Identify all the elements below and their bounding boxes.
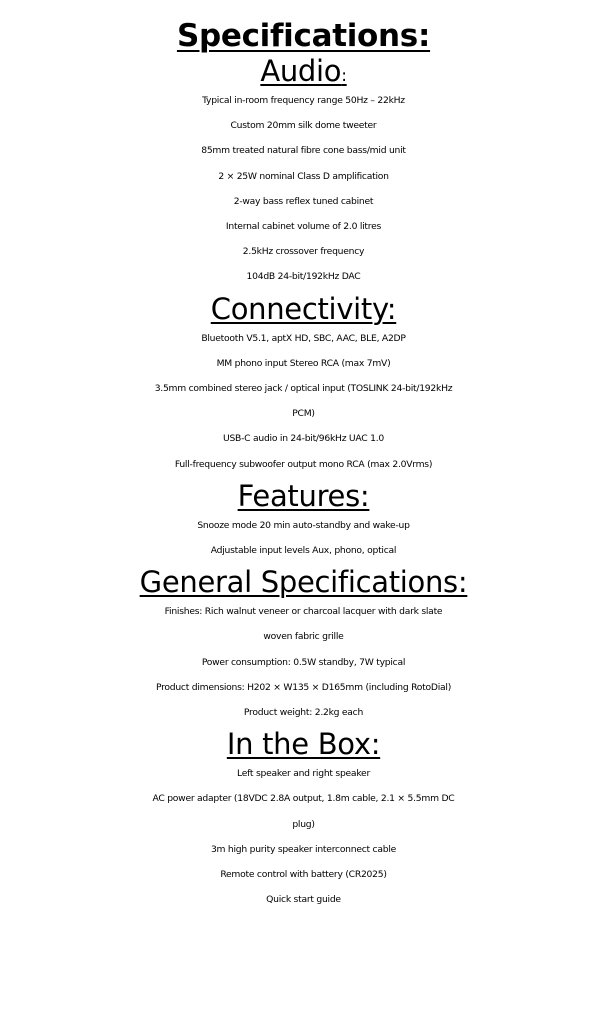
section-features [0, 478, 607, 563]
spec-line: Product weight: 2.2kg each [243, 707, 364, 719]
section-connectivity-heading: Connectivity: [210, 291, 397, 326]
section-general-heading: General Specifications: [139, 565, 468, 600]
spec-line: Remote control with battery (CR2025) [220, 869, 387, 881]
section-audio-heading-wrap [0, 56, 607, 88]
spec-line: 85mm treated natural fibre cone bass/mid unit [201, 145, 406, 157]
spec-line: Custom 20mm silk dome tweeter [230, 120, 377, 132]
spec-line: AC power adapter (18VDC 2.8A output, 1.8m cable, 2.1 × 5.5mm DC [152, 793, 455, 805]
spec-line: Full-frequency subwoofer output mono RCA (max 2.0Vrms) [174, 458, 433, 470]
spec-line: Finishes: Rich walnut veneer or charcoal lacquer with dark slate [164, 606, 443, 618]
spec-line: MM phono input Stereo RCA (max 7mV) [216, 357, 391, 369]
spec-line: 2 × 25W nominal Class D amplification [218, 170, 389, 182]
section-connectivity [0, 291, 607, 477]
section-box-heading: In the Box: [226, 727, 381, 762]
spec-line: 2-way bass reflex tuned cabinet [233, 195, 374, 207]
spec-line: Snooze mode 20 min auto-standby and wake-up [197, 519, 410, 531]
spec-line: woven fabric grille [263, 631, 344, 643]
spec-line: 2.5kHz crossover frequency [242, 246, 365, 258]
section-general-specifications [0, 567, 607, 725]
section-general-heading-wrap [0, 567, 607, 599]
spec-line: 3.5mm combined stereo jack / optical input (TOSLINK 24-bit/192kHz [154, 383, 453, 395]
section-connectivity-heading-wrap [0, 291, 607, 326]
section-audio [0, 56, 607, 290]
section-audio-heading-colon: : [341, 66, 347, 86]
section-in-the-box [0, 729, 607, 912]
spec-line: 3m high purity speaker interconnect cable [210, 843, 397, 855]
page-title: Specifications: [176, 18, 431, 54]
spec-line: Quick start guide [266, 894, 341, 906]
section-features-heading: Features: [237, 478, 370, 513]
spec-line: USB-C audio in 24-bit/96kHz UAC 1.0 [223, 433, 384, 445]
section-box-heading-wrap [0, 729, 607, 761]
spec-line: 104dB 24-bit/192kHz DAC [246, 271, 361, 283]
spec-line: Bluetooth V5.1, aptX HD, SBC, AAC, BLE, A2DP [201, 332, 406, 344]
section-audio-heading [260, 56, 346, 91]
spec-line: Product dimensions: H202 × W135 × D165mm (including RotoDial) [155, 681, 452, 693]
title-wrap [0, 18, 607, 54]
spec-line: Left speaker and right speaker [237, 768, 370, 780]
spec-line: Internal cabinet volume of 2.0 litres [225, 221, 382, 233]
section-audio-heading-text: Audio [260, 54, 342, 88]
section-features-heading-wrap [0, 478, 607, 513]
spec-line: PCM) [292, 408, 315, 420]
spec-line: Typical in-room frequency range 50Hz – 22kHz [202, 95, 405, 106]
spec-line: plug) [292, 818, 315, 830]
spec-line: Power consumption: 0.5W standby, 7W typical [201, 656, 406, 668]
spec-line: Adjustable input levels Aux, phono, optical [210, 545, 397, 557]
